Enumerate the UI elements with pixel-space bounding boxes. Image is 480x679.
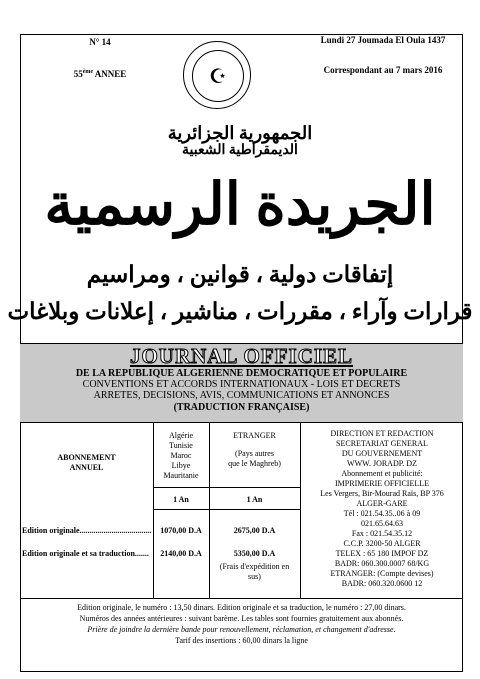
annuel-label: ANNUEL (69, 463, 104, 472)
arabic-subtitle-line1: إتفاقات دولية ، قوانين ، ومراسيم (86, 262, 394, 287)
arabic-journal-title: الجريدة الرسمية (44, 172, 436, 237)
table-divider (153, 509, 300, 510)
contents-line2: ARRETES, DECISIONS, AVIS, COMMUNICATIONS ET ANNONCES (93, 390, 390, 401)
contact-block: DIRECTION ET REDACTION SECRETARIAT GENERAL DU GOUVERNEMENT WWW. JORADP. DZ Abonnement et publicité: IMPRIMERIE OFFICIELLE Les Vergers, Bir-Mourad Raïs, BP 376 ALGER-GARE Tél : 021.54.35..06 à 09 021.65.64.63 Fax : 021.54.35.12 C.C.P. 3200-50 ALGER TELEX : 65 180 IMPOF DZ BADR: 060.300.0007 68/KG ETRANGER: (Compte devises) BADR: 060.320.0600 12 (320, 429, 444, 588)
shipping-note1: (Frais d'expédition en (219, 562, 290, 571)
row1-label: Edition originale.................................... (22, 526, 152, 535)
row2-label: Edition originale et sa traduction....... (22, 549, 149, 558)
issue-year: 55ème ANNEE (73, 69, 127, 79)
footer-notes (20, 602, 463, 646)
country-list: Algérie Tunisie Maroc Libye Mauritanie (163, 431, 199, 480)
crescent-star-icon: ☪ (192, 50, 244, 102)
arabic-republic-line2: الديمقراطية الشعبية (182, 143, 298, 158)
row1-local-price: 1070,00 D.A (160, 526, 202, 535)
header-left (20, 34, 180, 80)
translation-line: (TRADUCTION FRANÇAISE) (173, 402, 310, 413)
republic-line: DE LA REPUBLIQUE ALGERIENNE DEMOCRATIQUE ET POPULAIRE (75, 368, 408, 379)
arabic-republic-line1: الجمهورية الجزائرية (167, 123, 313, 143)
footer-back-issues: Numéros des années antérieures : suivant barème. Les tables sont fournies gratuitement aux abonnés. (79, 614, 404, 623)
contents-line1: CONVENTIONS ET ACCORDS INTERNATIONAUX - LOIS ET DECRETS (82, 379, 401, 390)
row2-local-price: 2140,00 D.A (160, 549, 202, 558)
abonnement-label: ABONNEMENT (57, 453, 116, 462)
footer-insertion-rate: Tarif des insertions : 60,00 dinars la ligne (175, 636, 308, 645)
journal-officiel-title: JOURNAL OFFICIEL (129, 344, 354, 368)
row1-foreign-price: 2675,00 D.A (233, 526, 276, 535)
issue-number: N° 14 (89, 37, 111, 47)
date-hijri: Lundi 27 Joumada El Oula 1437 (320, 35, 446, 45)
date-gregorian: Correspondant au 7 mars 2016 (323, 65, 443, 75)
duration-local: 1 An (173, 495, 189, 504)
header-right (303, 34, 463, 76)
etranger-note2: que le Maghreb) (228, 459, 281, 468)
national-emblem-seal (183, 41, 251, 109)
footer-renewal-note: Prière de joindre la dernière bande pour renouvellement, réclamation, et changement d'adresse. (87, 625, 396, 634)
shipping-note2: sus) (248, 572, 261, 581)
duration-foreign: 1 An (246, 495, 263, 504)
arabic-subtitle-line2: قرارات وآراء ، مقررات ، مناشير ، إعلانات وبلاغات (7, 299, 473, 324)
footer-price-line: Edition originale, le numéro : 13,50 dinars. Edition originale et sa traduction, le numéro : 27,00 dinars. (77, 603, 406, 612)
etranger-label: ETRANGER (233, 431, 276, 440)
french-title-band (20, 343, 463, 423)
row2-foreign-price: 5350,00 D.A (233, 549, 276, 558)
etranger-note1: (Pays autres (235, 449, 274, 458)
subscription-table (20, 423, 463, 599)
table-divider (153, 487, 300, 488)
